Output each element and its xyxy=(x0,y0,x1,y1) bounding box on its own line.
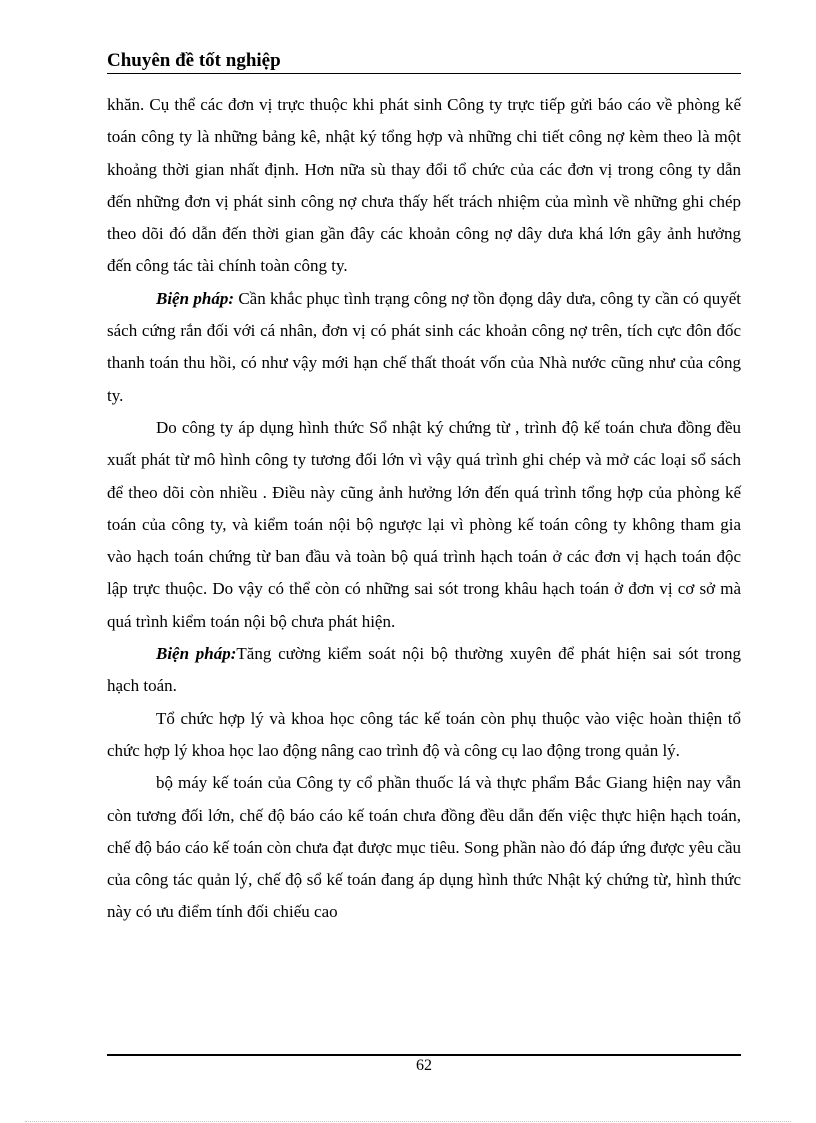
paragraph-4-lead: Biện pháp: xyxy=(156,644,237,664)
paragraph-4 xyxy=(107,638,741,703)
paragraph-1: khăn. Cụ thể các đơn vị trực thuộc khi phát sinh Công ty trực tiếp gửi báo cáo về phòng kế toán công ty là những bảng kê, nhật ký tổng hợp và những chi tiết công nợ kèm theo là một khoảng thời gian nhất định. Hơn nữa sù thay đổi tổ chức của các đơn vị trong công ty dẫn đến những đơn vị phát sinh công nợ chưa thấy hết trách nhiệm của mình về những ghi chép theo dõi đó dẫn đến thời gian gần đây các khoản công nợ dây dưa khá lớn gây ảnh hưởng đến công tác tài chính toàn công ty. xyxy=(107,95,741,276)
paragraph-2-text: Cần khắc phục tình trạng công nợ tồn đọng dây dưa, công ty cần có quyết sách cứng rắn đối với cá nhân, đơn vị có phát sinh các khoản công nợ trên, tích cực đôn đốc thanh toán thu hồi, có như vậy mới hạn chế thất thoát vốn của Nhà nước cũng như của công ty. xyxy=(107,288,741,405)
paragraph-4-text: Tăng cường kiểm soát nội bộ thường xuyên để phát hiện sai sót trong hạch toán. xyxy=(107,644,741,696)
header-rule xyxy=(107,73,741,74)
paragraph-3: Do công ty áp dụng hình thức Sổ nhật ký chứng từ , trình độ kế toán chưa đồng đều xuất phát từ mô hình công ty tương đối lớn vì vậy quá trình ghi chép và mở các loại sổ sách để theo dõi còn nhiều . Điều này cũng ảnh hưởng lớn đến quá trình tổng hợp của phòng kế toán của công ty, và kiểm toán nội bộ ngược lại vì phòng kế toán công ty không tham gia vào hạch toán chứng từ ban đầu và toàn bộ quá trình hạch toán ở các đơn vị hạch toán độc lập trực thuộc. Do vậy có thể còn có những sai sót trong khâu hạch toán ở đơn vị cơ sở mà quá trình kiểm toán nội bộ chưa phát hiện. xyxy=(107,417,741,631)
page-header-title: Chuyên đề tốt nghiệp xyxy=(107,50,281,71)
paragraph-2-lead: Biện pháp: xyxy=(156,288,234,308)
paragraph-5: Tổ chức hợp lý và khoa học công tác kế toán còn phụ thuộc vào việc hoàn thiện tổ chức hợp lý khoa học lao động nâng cao trình độ và công cụ lao động trong quản lý. xyxy=(107,708,741,760)
document-body xyxy=(107,89,741,929)
paragraph-2 xyxy=(107,283,741,412)
paragraph-6: bộ máy kế toán của Công ty cổ phần thuốc lá và thực phẩm Bắc Giang hiện nay vẫn còn tương đối lớn, chế độ báo cáo kế toán chưa đồng đều dẫn đến việc thực hiện hạch toán, chế độ báo cáo kế toán còn chưa đạt được mục tiêu. Song phần nào đó đáp ứng được yêu cầu của công tác quản lý, chế độ sổ kế toán đang áp dụng hình thức Nhật ký chứng từ, hình thức này có ưu điểm tính đối chiếu cao xyxy=(107,773,741,922)
page-edge-divider xyxy=(25,1121,791,1122)
page-number: 62 xyxy=(416,1057,432,1074)
